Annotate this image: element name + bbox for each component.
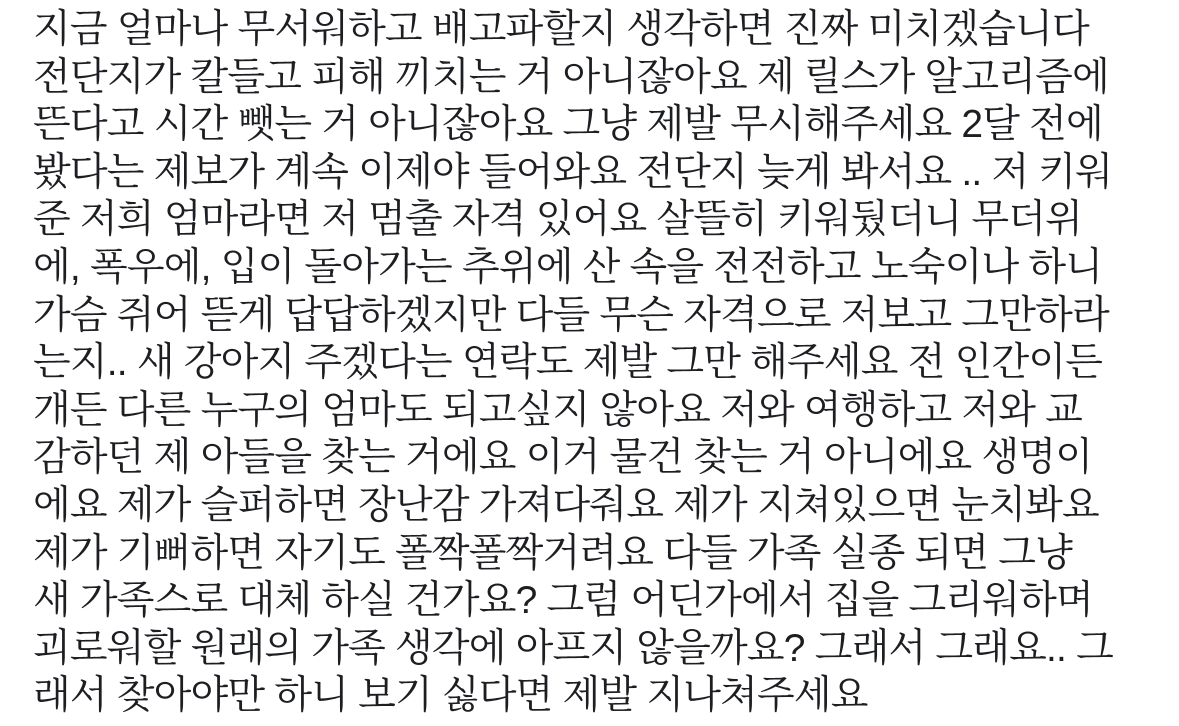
text-line: 래서 찾아야만 하니 보기 싫다면 제발 지나쳐주세요 (33, 674, 868, 718)
text-line: 지금 얼마나 무서워하고 배고파할지 생각하면 진짜 미치겠습니다 (33, 8, 1089, 51)
text-line: 뜬다고 시간 뺏는 거 아니잖아요 그냥 제발 무시해주세요 2달 전에 (33, 103, 1103, 147)
text-line: 는지.. 새 강아지 주겠다는 연락도 제발 그만 해주세요 전 인간이든 (33, 341, 1103, 385)
text-line: 에요 제가 슬퍼하면 장난감 가져다줘요 제가 지쳐있으면 눈치봐요 (33, 483, 1099, 527)
text-line: 개든 다른 누구의 엄마도 되고싶지 않아요 저와 여행하고 저와 교 (33, 388, 1083, 432)
text-line: 새 가족스로 대체 하실 건가요? 그럼 어딘가에서 집을 그리워하며 (33, 579, 1093, 623)
text-line: 봤다는 제보가 계속 이제야 들어와요 전단지 늦게 봐서요 .. 저 키워 (33, 150, 1113, 194)
text-line: 전단지가 칼들고 피해 끼치는 거 아니잖아요 제 릴스가 알고리즘에 (33, 55, 1109, 99)
text-line: 준 저희 엄마라면 저 멈출 자격 있어요 살뜰히 키워뒀더니 무더위 (33, 198, 1083, 242)
text-line: 괴로워할 원래의 가족 생각에 아프지 않을까요? 그래서 그래요.. 그 (33, 626, 1113, 670)
text-line: 제가 기뻐하면 자기도 폴짝폴짝거려요 다들 가족 실종 되면 그냥 (33, 531, 1073, 575)
text-line: 에, 폭우에, 입이 돌아가는 추위에 산 속을 전전하고 노숙이나 하니 (33, 245, 1103, 289)
text-line: 가슴 쥐어 뜯게 답답하겠지만 다들 무슨 자격으로 저보고 그만하라 (33, 293, 1109, 337)
text-line: 감하던 제 아들을 찾는 거에요 이거 물건 찾는 거 아니에요 생명이 (33, 436, 1093, 480)
